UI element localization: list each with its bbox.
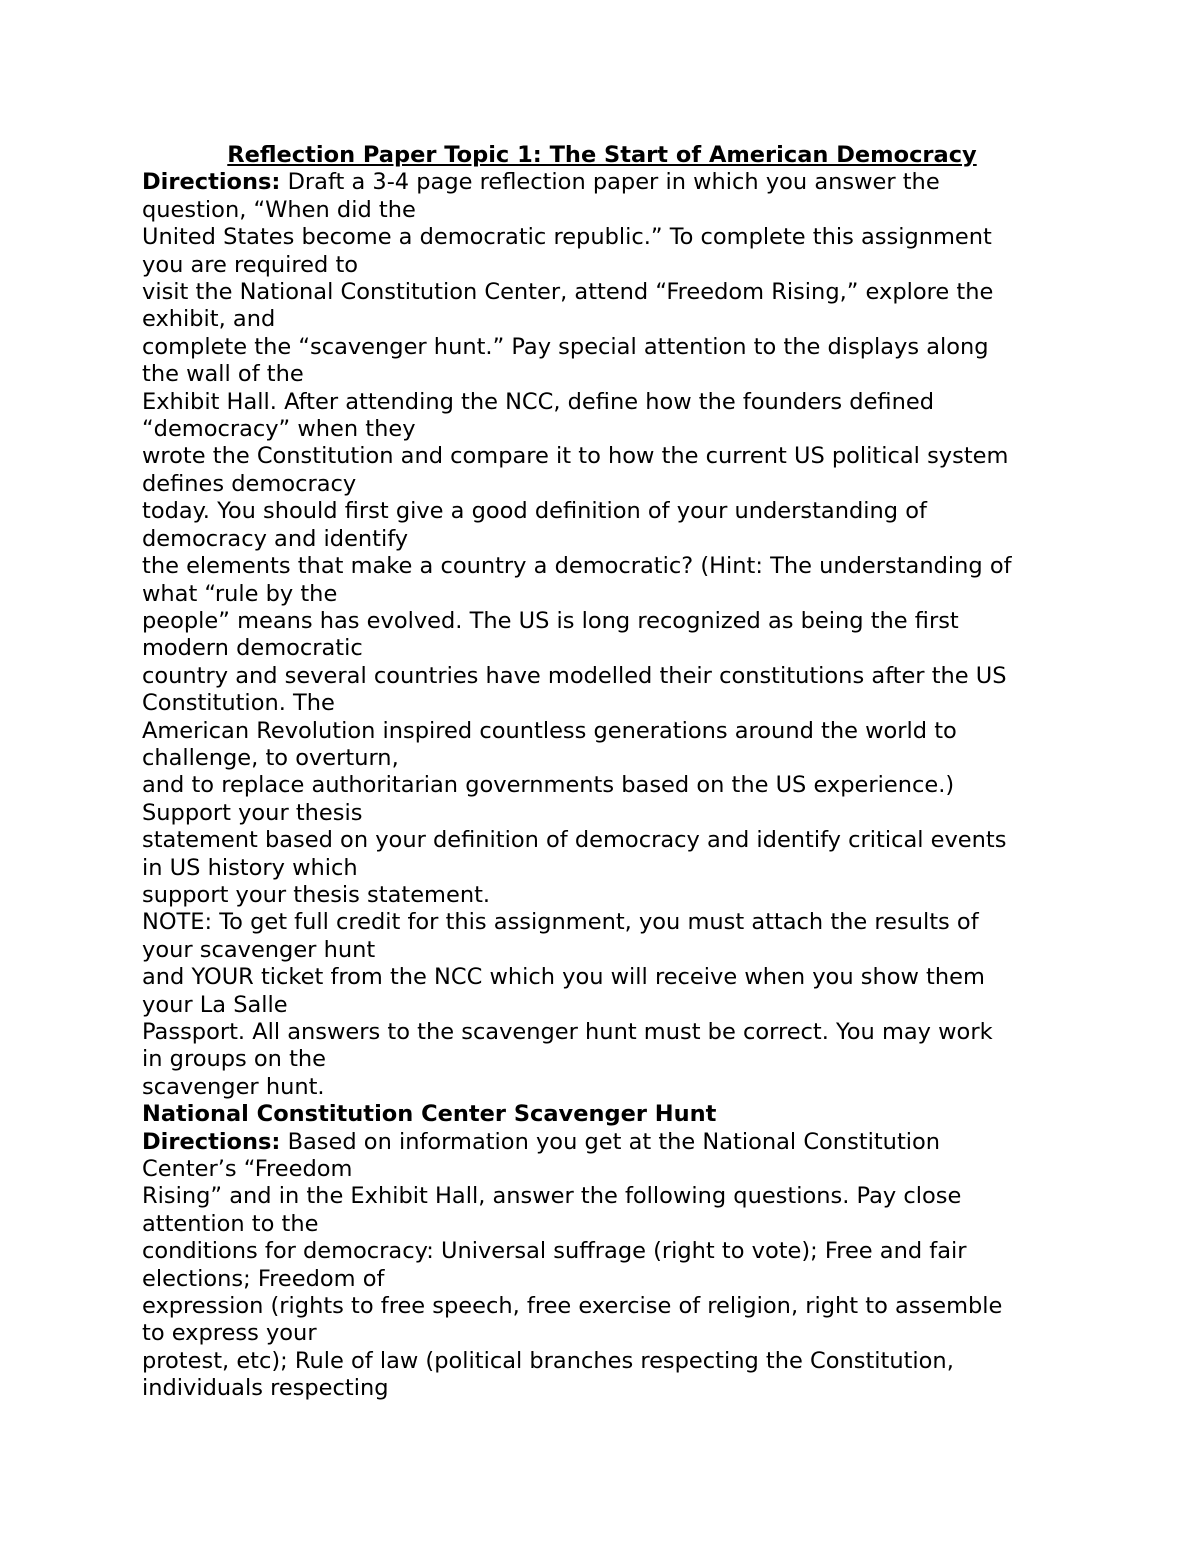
text-line: today. You should first give a good definition of your understanding of — [142, 498, 927, 525]
text-line: Exhibit Hall. After attending the NCC, define how the founders defined — [142, 388, 934, 415]
text-line: your scavenger hunt — [142, 936, 376, 963]
text-line: scavenger hunt. — [142, 1073, 325, 1100]
directions-label: Directions: — [142, 169, 281, 196]
text-line: visit the National Constitution Center, attend “Freedom Rising,” explore the — [142, 279, 994, 306]
note-paragraph — [142, 909, 1062, 1101]
text-line: Passport. All answers to the scavenger hunt must be correct. You may work — [142, 1019, 993, 1045]
text-line: what “rule by the — [142, 580, 338, 607]
document-content — [142, 142, 1062, 1403]
text-line: and to replace authoritarian governments based on the US experience.) — [142, 772, 955, 799]
scavenger-directions-paragraph — [142, 1129, 1062, 1403]
text-line: wrote the Constitution and compare it to how the current US political system — [142, 443, 1009, 470]
text-line: protest, etc); Rule of law (political branches respecting the Constitution, — [142, 1347, 954, 1374]
text-line: in US history which — [142, 854, 358, 881]
text-line: country and several countries have modelled their constitutions after the US — [142, 662, 1007, 689]
section-heading: National Constitution Center Scavenger Hunt — [142, 1101, 717, 1128]
directions-first-line — [142, 169, 1062, 196]
text-line: elections; Freedom of — [142, 1265, 385, 1292]
text-line: exhibit, and — [142, 306, 276, 333]
text-line: “democracy” when they — [142, 416, 416, 443]
text-line: complete the “scavenger hunt.” Pay special attention to the displays along — [142, 333, 989, 360]
text-line: Center’s “Freedom — [142, 1156, 353, 1183]
text-line: individuals respecting — [142, 1375, 389, 1402]
text-line: modern democratic — [142, 635, 363, 662]
text-line: the elements that make a country a democratic? (Hint: The understanding of — [142, 553, 1012, 580]
text-line: challenge, to overturn, — [142, 744, 399, 771]
directions-paragraph — [142, 169, 1062, 909]
text-line: conditions for democracy: Universal suffrage (right to vote); Free and fair — [142, 1238, 967, 1265]
text-line: and YOUR ticket from the NCC which you will receive when you show them — [142, 964, 985, 991]
text-line: Rising” and in the Exhibit Hall, answer the following questions. Pay close — [142, 1183, 962, 1210]
text-line: Support your thesis — [142, 799, 363, 826]
text-line: expression (rights to free speech, free exercise of religion, right to assemble — [142, 1293, 1003, 1320]
text-line: democracy and identify — [142, 525, 409, 552]
text-line: Constitution. The — [142, 690, 335, 717]
text-line: the wall of the — [142, 361, 304, 388]
scavenger-directions-first-text: Based on information you get at the National Constitution — [280, 1128, 941, 1155]
scavenger-directions-first-line — [142, 1129, 1062, 1156]
text-line: United States become a democratic republic.” To complete this assignment — [142, 224, 992, 251]
text-line: you are required to — [142, 251, 359, 278]
text-line: people” means has evolved. The US is long recognized as being the first — [142, 607, 959, 634]
scavenger-directions-label: Directions: — [142, 1128, 281, 1155]
page-title: Reflection Paper Topic 1: The Start of American Democracy — [227, 142, 977, 168]
text-line: NOTE: To get full credit for this assignment, you must attach the results of — [142, 909, 979, 936]
text-line: question, “When did the — [142, 196, 416, 223]
text-line: support your thesis statement. — [142, 881, 491, 908]
text-line: defines democracy — [142, 470, 357, 497]
text-line: your La Salle — [142, 991, 288, 1018]
text-line: to express your — [142, 1320, 317, 1347]
text-line: American Revolution inspired countless generations around the world to — [142, 717, 957, 744]
text-line: attention to the — [142, 1210, 319, 1237]
text-line: in groups on the — [142, 1046, 326, 1073]
text-line: statement based on your definition of democracy and identify critical events — [142, 827, 1007, 854]
directions-first-text: Draft a 3-4 page reflection paper in which you answer the — [280, 169, 940, 196]
